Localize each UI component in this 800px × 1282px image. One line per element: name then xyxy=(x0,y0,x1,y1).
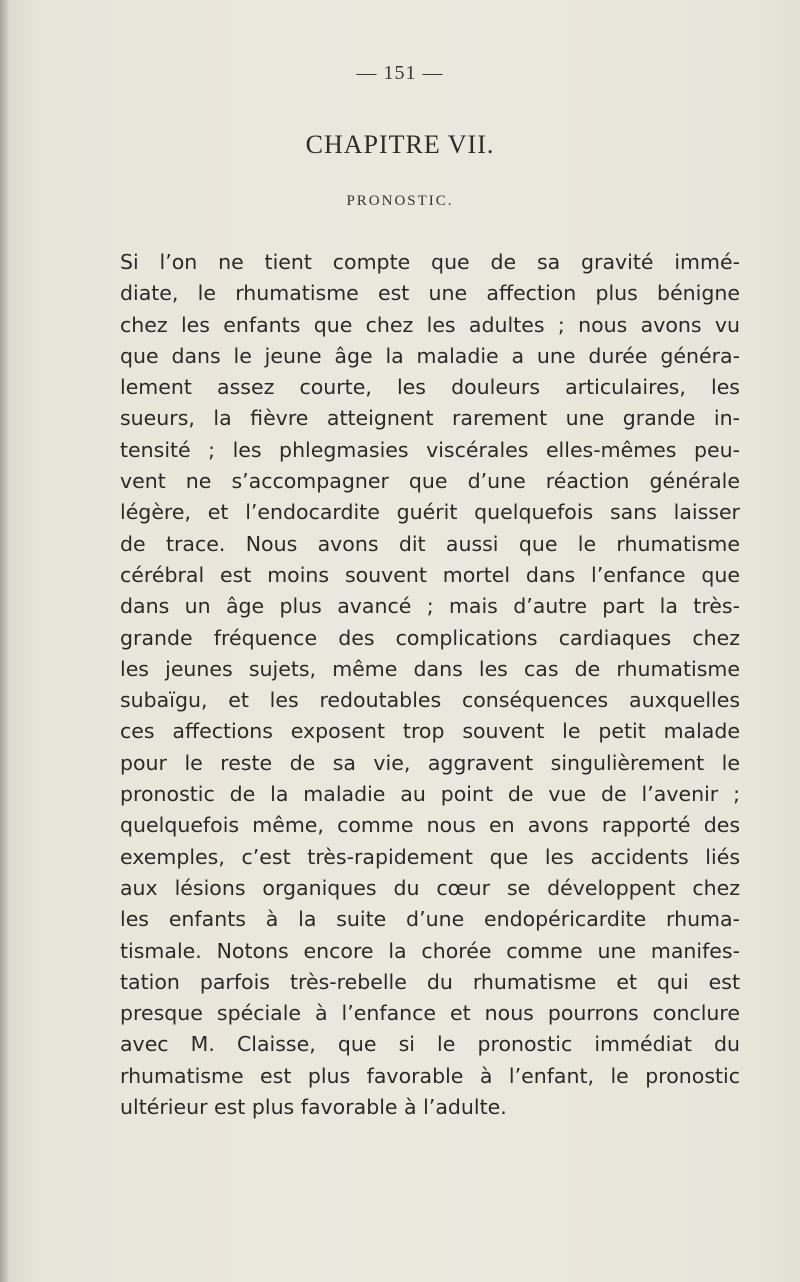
text-line: pour le reste de sa vie, aggravent singulièrement le xyxy=(120,750,740,775)
text-line: de trace. Nous avons dit aussi que le rhumatisme xyxy=(120,531,740,556)
text-line: tensité ; les phlegmasies viscérales elles-mêmes peu- xyxy=(120,437,740,462)
text-line: ces affections exposent trop souvent le petit malade xyxy=(120,719,740,744)
page-number: — 151 — xyxy=(356,62,444,84)
text-line: quelquefois même, comme nous en avons rapporté des xyxy=(120,813,740,838)
text-line: grande fréquence des complications cardiaques chez xyxy=(120,625,740,650)
text-line: que dans le jeune âge la maladie a une durée généra- xyxy=(120,343,740,368)
text-line: presque spéciale à l’enfance et nous pourrons conclure xyxy=(120,1001,740,1026)
text-line: diate, le rhumatisme est une affection plus bénigne xyxy=(120,281,740,306)
body-paragraph xyxy=(120,247,740,1123)
text-line: aux lésions organiques du cœur se développent chez xyxy=(120,875,740,900)
text-line: ultérieur est plus favorable à l’adulte. xyxy=(120,1095,507,1120)
text-line: Si l’on ne tient compte que de sa gravité immé- xyxy=(120,250,740,274)
text-line: avec M. Claisse, que si le pronostic immédiat du xyxy=(120,1032,740,1057)
text-line: lement assez courte, les douleurs articulaires, les xyxy=(120,375,740,400)
text-line: vent ne s’accompagner que d’une réaction générale xyxy=(120,469,740,494)
text-line: exemples, c’est très-rapidement que les accidents liés xyxy=(120,844,740,869)
text-line: les jeunes sujets, même dans les cas de rhumatisme xyxy=(120,656,740,681)
text-line: cérébral est moins souvent mortel dans l’enfance que xyxy=(120,562,740,587)
text-line: tation parfois très-rebelle du rhumatisme et qui est xyxy=(120,969,740,994)
chapter-title: CHAPITRE VII. xyxy=(305,130,495,159)
text-line: légère, et l’endocardite guérit quelquefois sans laisser xyxy=(120,500,740,525)
text-line: pronostic de la maladie au point de vue de l’avenir ; xyxy=(120,782,740,807)
text-line: dans un âge plus avancé ; mais d’autre part la très- xyxy=(120,594,740,619)
text-line: rhumatisme est plus favorable à l’enfant, le pronostic xyxy=(120,1063,740,1088)
section-title: PRONOSTIC. xyxy=(346,193,454,209)
text-line: tismale. Notons encore la chorée comme une manifes- xyxy=(120,938,740,963)
text-line: subaïgu, et les redoutables conséquences auxquelles xyxy=(120,688,740,713)
text-line: sueurs, la fièvre atteignent rarement une grande in- xyxy=(120,406,740,431)
text-line: chez les enfants que chez les adultes ; nous avons vu xyxy=(120,312,740,337)
text-line: les enfants à la suite d’une endopéricardite rhuma- xyxy=(120,907,740,932)
